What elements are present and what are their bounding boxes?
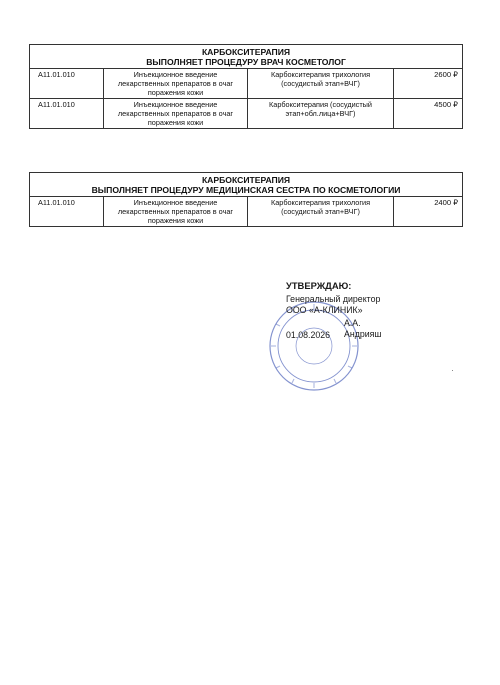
price-table-doctor: [29, 44, 463, 129]
service-name: Карбокситерапия трихология (сосудистый этап+ВЧГ): [248, 69, 394, 99]
service-code: А11.01.010: [30, 197, 104, 227]
procedure-name: Инъекционное введение лекарственных препаратов в очаг поражения кожи: [104, 99, 248, 129]
speck: [452, 370, 453, 371]
table-row: [30, 69, 463, 99]
service-price: 2600 ₽: [394, 69, 463, 99]
approval-date: 01.08.2026: [286, 330, 331, 340]
table-header: [30, 173, 463, 197]
table-row: [30, 99, 463, 129]
approval-block: [286, 280, 380, 341]
service-price: 4500 ₽: [394, 99, 463, 129]
price-table-nurse: [29, 172, 463, 227]
service-code: А11.01.010: [30, 69, 104, 99]
table-row: [30, 197, 463, 227]
procedure-name: Инъекционное введение лекарственных препаратов в очаг поражения кожи: [104, 69, 248, 99]
service-code: А11.01.010: [30, 99, 104, 129]
service-name: Карбокситерапия трихология (сосудистый этап+ВЧГ): [248, 197, 394, 227]
section-subtitle: ВЫПОЛНЯЕТ ПРОЦЕДУРУ МЕДИЦИНСКАЯ СЕСТРА ПО КОСМЕТОЛОГИИ: [91, 185, 401, 195]
section-title: КАРБОКСИТЕРАПИЯ: [201, 175, 291, 185]
service-price: 2400 ₽: [394, 197, 463, 227]
section-title: КАРБОКСИТЕРАПИЯ: [201, 47, 291, 57]
approval-title: УТВЕРЖДАЮ:: [286, 280, 352, 291]
director-position: Генеральный директор: [286, 294, 381, 304]
director-name: А.А. Андрияш: [344, 318, 382, 339]
procedure-name: Инъекционное введение лекарственных препаратов в очаг поражения кожи: [104, 197, 248, 227]
company-name: ООО «А-КЛИНИК»: [286, 305, 363, 315]
table-header: [30, 45, 463, 69]
service-name: Карбокситерапия (сосудистый этап+обл.лица+ВЧГ): [248, 99, 394, 129]
section-subtitle: ВЫПОЛНЯЕТ ПРОЦЕДУРУ ВРАЧ КОСМЕТОЛОГ: [146, 57, 346, 67]
